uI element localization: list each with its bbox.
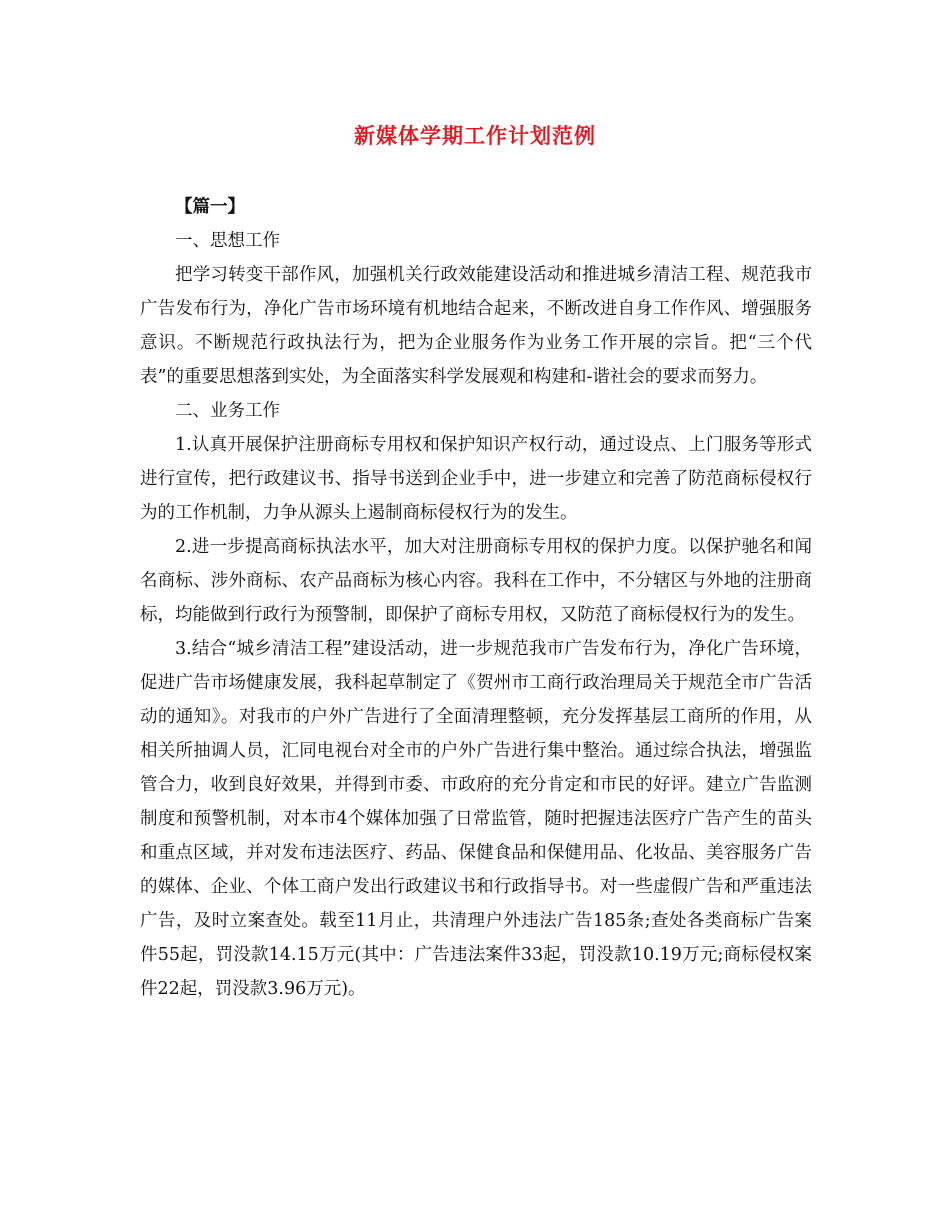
section-heading-ideology: 一、思想工作 xyxy=(175,231,280,251)
section-heading-business: 二、业务工作 xyxy=(175,401,280,421)
paragraph-ideology: 把学习转变干部作风，加强机关行政效能建设活动和推进城乡清洁工程、规范我市广告发布行为，净化广告市场环境有机地结合起来，不断改进自身工作作风、增强服务意识。不断规范行政执法行为，把为企业服务作为业务工作开展的宗旨。把“三个代表”的重要思想落到实处，为全面落实科学发展观和构建和-谐社会的要求而努力。 xyxy=(140,265,812,387)
paragraph-item-2: 2.进一步提高商标执法水平，加大对注册商标专用权的保护力度。以保护驰名和闻名商标、涉外商标、农产品商标为核心内容。我科在工作中，不分辖区与外地的注册商标，均能做到行政行为预警制，即保护了商标专用权，又防范了商标侵权行为的发生。 xyxy=(140,537,812,625)
section-tag: 【篇一】 xyxy=(175,197,245,217)
paragraph-item-1: 1.认真开展保护注册商标专用权和保护知识产权行动，通过设点、上门服务等形式进行宣传，把行政建议书、指导书送到企业手中，进一步建立和完善了防范商标侵权行为的工作机制，力争从源头上遏制商标侵权行为的发生。 xyxy=(140,435,812,523)
document-title: 新媒体学期工作计划范例 xyxy=(354,123,596,148)
document-body xyxy=(140,190,812,1006)
paragraph-item-3: 3.结合“城乡清洁工程”建设活动，进一步规范我市广告发布行为，净化广告环境，促进广告市场健康发展，我科起草制定了《贺州市工商行政治理局关于规范全市广告活动的通知》。对我市的户外广告进行了全面清理整顿，充分发挥基层工商所的作用，从相关所抽调人员，汇同电视台对全市的户外广告进行集中整治。通过综合执法，增强监管合力，收到良好效果，并得到市委、市政府的充分肯定和市民的好评。建立广告监测制度和预警机制，对本市4个媒体加强了日常监管，随时把握违法医疗广告产生的苗头和重点区域，并对发布违法医疗、药品、保健食品和保健用品、化妆品、美容服务广告的媒体、企业、个体工商户发出行政建议书和行政指导书。对一些虚假广告和严重违法广告，及时立案查处。载至11月止，共清理户外违法广告185条;查处各类商标广告案件55起，罚没款14.15万元(其中：广告违法案件33起，罚没款10.19万元;商标侵权案件22起，罚没款3.96万元)。 xyxy=(140,639,812,999)
